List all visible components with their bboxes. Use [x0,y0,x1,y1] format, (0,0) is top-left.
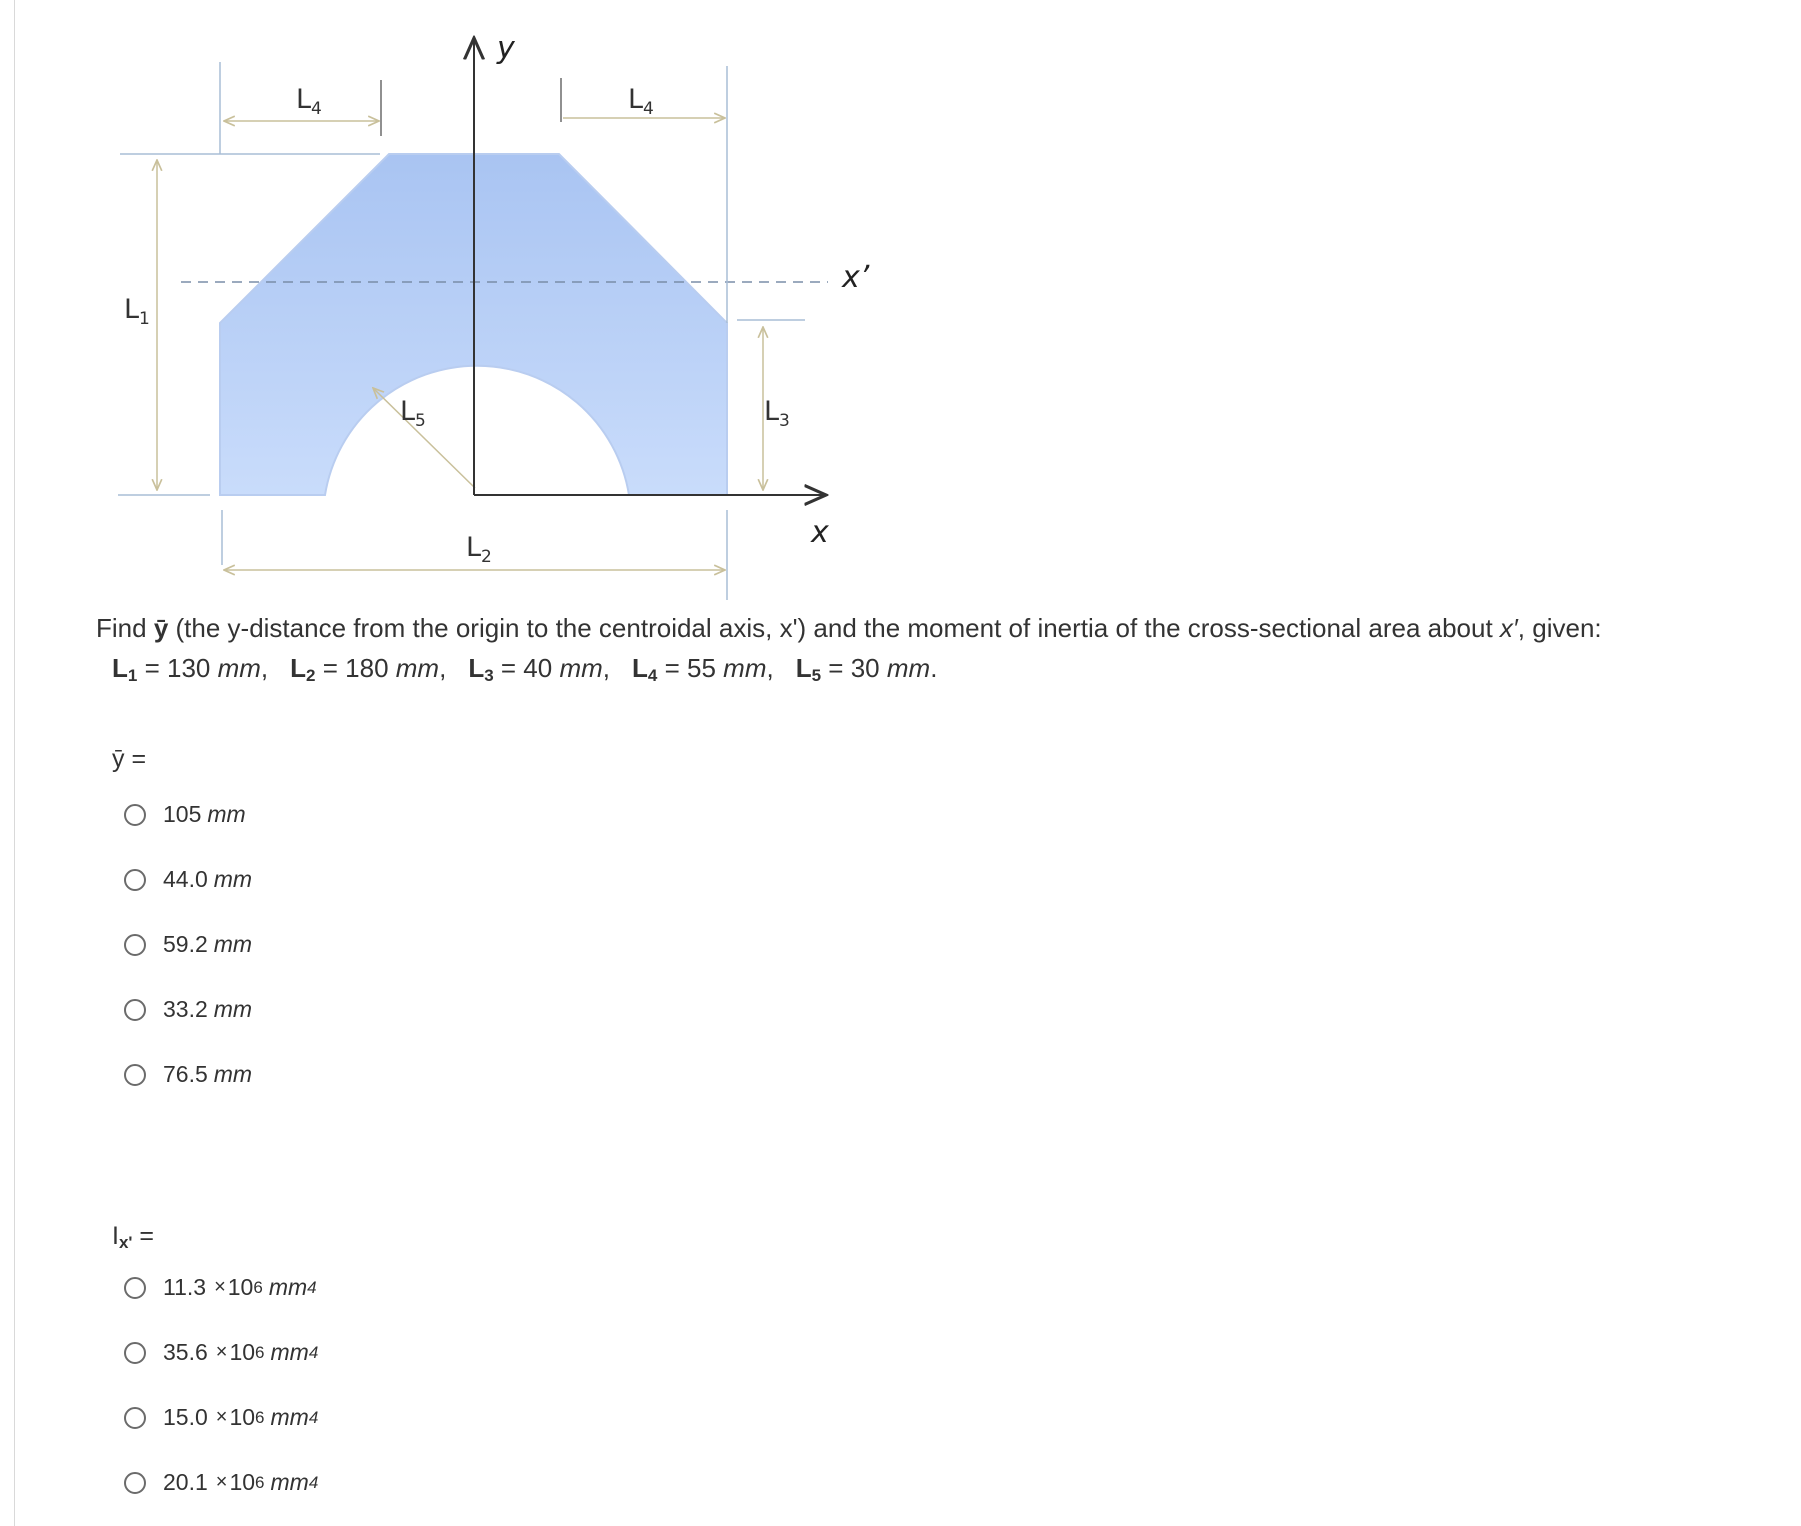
ix-options [124,1255,318,1515]
option-base: 10 [227,1274,254,1300]
option-unit: mm [270,1339,309,1365]
option-unit: mm [213,931,253,957]
given-equals: = 130 [137,653,218,683]
option-value: 76.5 [163,1061,208,1087]
given-subscript: 2 [306,666,316,685]
option-base: 10 [229,1404,256,1430]
option-value: 44.0 [163,866,208,892]
option-base: 10 [229,1339,256,1365]
ybar-label: ȳ = [112,745,147,773]
ybar-option-1[interactable] [124,782,252,847]
option-unit: mm [270,1469,309,1495]
option-unit: mm [213,866,253,892]
x-axis-label: x [811,515,829,550]
ix-option-1[interactable] [124,1255,318,1320]
l5-label: $L_5$ [400,396,426,431]
given-item [290,653,446,683]
option-value: 20.1 [163,1469,208,1495]
given-symbol: L [632,653,648,683]
option-unit-exponent: 4 [308,1407,319,1427]
radio-button[interactable] [124,869,146,891]
given-unit: mm [886,653,931,683]
l4-extension-lines [381,78,561,136]
given-unit: mm [217,653,261,683]
given-subscript: 4 [647,666,658,685]
option-exponent: 6 [253,1277,263,1297]
radio-button[interactable] [124,1472,146,1494]
given-subscript: 5 [811,666,822,685]
given-symbol: L [112,653,128,683]
ybar-option-4[interactable] [124,977,252,1042]
radio-button[interactable] [124,804,146,826]
option-unit: mm [213,996,253,1022]
option-value: 33.2 [163,996,208,1022]
times-symbol: × [215,1406,228,1428]
question-suffix: , given: [1517,613,1602,643]
l1-label: $L_1$ [124,294,150,329]
question-prefix: Find [96,613,154,643]
given-equals: = 180 [315,653,396,683]
option-value: 15.0 [163,1404,208,1430]
l2-label: $L_2$ [466,532,492,567]
option-unit: mm [268,1274,308,1300]
given-item [632,653,774,683]
given-item [796,653,938,683]
radio-button[interactable] [124,934,146,956]
option-value: 11.3 [163,1274,207,1300]
option-exponent: 6 [255,1407,265,1427]
times-symbol: × [214,1276,226,1298]
ix-option-2[interactable] [124,1320,318,1385]
option-base: 10 [229,1469,256,1495]
ix-option-4[interactable] [124,1450,318,1515]
option-unit-exponent: 4 [307,1277,317,1297]
ybar-options [124,782,252,1107]
times-symbol: × [215,1471,228,1493]
given-separator: , [602,653,611,683]
given-symbol: L [468,653,485,683]
option-unit: mm [207,801,246,827]
radio-button[interactable] [124,1064,146,1086]
question-description: (the y-distance from the origin to the centroidal axis, x') and the moment of inertia of the cross-sectional area about [168,613,1500,643]
given-unit: mm [559,653,603,683]
l4-right-label: $L_4$ [628,84,654,119]
question-text [96,608,1786,696]
radio-button[interactable] [124,1407,146,1429]
l4-left-label: $L_4$ [296,84,322,119]
cross-section-figure [0,0,1801,620]
ix-label: $I_{x'}$ = [112,1222,154,1252]
given-separator: , [766,653,774,683]
given-separator: , [260,653,269,683]
ybar-symbol: ȳ [153,613,169,643]
question-line-1 [96,608,1786,648]
option-unit: mm [270,1404,309,1430]
given-subscript: 1 [127,666,138,685]
given-unit: mm [723,653,767,683]
y-axis-label: y [497,31,515,66]
given-equals: = 55 [657,653,724,683]
given-separator: , [439,653,447,683]
given-item [468,653,610,683]
ybar-option-5[interactable] [124,1042,252,1107]
question-axis: x′ [1499,613,1518,643]
given-equals: = 40 [493,653,560,683]
given-subscript: 3 [484,666,494,685]
given-symbol: L [290,653,307,683]
x-prime-label: x’ [842,260,870,295]
option-value: 105 [163,801,202,827]
option-value: 35.6 [163,1339,208,1365]
given-equals: = 30 [821,653,887,683]
option-value: 59.2 [163,931,208,957]
l3-label: $L_3$ [764,396,790,431]
given-item [112,653,268,683]
radio-button[interactable] [124,999,146,1021]
ybar-option-2[interactable] [124,847,252,912]
radio-button[interactable] [124,1277,146,1299]
times-symbol: × [215,1341,228,1363]
option-exponent: 6 [255,1472,265,1492]
ix-option-3[interactable] [124,1385,318,1450]
given-values [112,648,1786,696]
given-symbol: L [795,653,812,683]
given-separator: . [930,653,938,683]
given-unit: mm [395,653,440,683]
option-unit-exponent: 4 [308,1342,319,1362]
option-exponent: 6 [255,1342,265,1362]
option-unit: mm [213,1061,253,1087]
ybar-option-3[interactable] [124,912,252,977]
radio-button[interactable] [124,1342,146,1364]
option-unit-exponent: 4 [308,1472,319,1492]
